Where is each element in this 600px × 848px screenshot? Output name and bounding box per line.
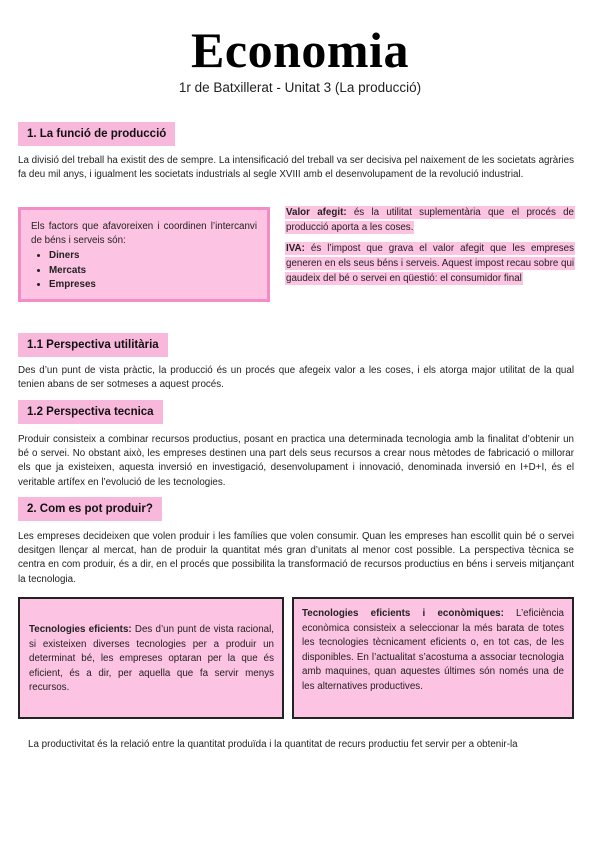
document-title: Economia [191, 22, 409, 78]
paragraph-perspectiva-utilitaria: Des d’un punt de vista pràctic, la producció és un procés que afegeix valor a les coses, i els atorga major utilitat de la qual tenien abans de ser sotmeses a aquest procés. [18, 365, 574, 391]
valor-afegit-note [285, 205, 575, 235]
factors-box [18, 207, 270, 302]
paragraph-productivitat: La productivitat és la relació entre la quantitat produïda i la quantitat de recurs productiu fet servir per a obtenir-la [28, 739, 518, 750]
tecnologies-eficients-label: Tecnologies eficients: [29, 624, 132, 635]
iva-note [285, 241, 575, 286]
tecnologies-eficients-box [18, 597, 284, 719]
iva-label: IVA: [286, 243, 305, 254]
tecnologies-economiques-text: L’eficiència econòmica consisteix a seleccionar la més barata de totes les tecnologies tècnicament eficients o, en tot cas, de les disponibles. En l’actualitat s’acostuma a associar tecnologia amb maquines, quan aquestes últimes són només una de les alternatives productives. [302, 608, 564, 692]
tecnologies-economiques-box [292, 597, 574, 719]
paragraph-com-produir: Les empreses decideixen que volen produir i les famílies que volen consumir. Quan les empreses han escollit quin bé o servei desitgen llençar al mercat, han de produir la quantitat més gran d’unitats al menor cost possible. La perspectiva tècnica se centra en com produir, és a dir, en el procés que possibilita la transformació de recursos productius en béns i serveis mitjançant la tecnologia. [18, 531, 574, 585]
tecnologies-eficients-text: Des d’un punt de vista racional, si existeixen diverses tecnologies per a produir un determinat bé, les empreses optaran per la que és eficient, és a dir, per aquella que fa servir menys recursos. [29, 624, 274, 693]
factor-item: • Empreses [49, 278, 257, 293]
tecnologies-economiques-label: Tecnologies eficients i econòmiques: [302, 608, 504, 619]
factors-intro: Els factors que afavoreixen i coordinen l’intercanvi de béns i serveis són: [31, 221, 257, 246]
paragraph-divisio-treball: La divisió del treball ha existit des de sempre. La intensificació del treball va ser decisiva pel naixement de les societats agràries fa deu mil anys, i igualment les societats industrials al segle XVIII amb el desenvolupament de la revolució industrial. [18, 155, 574, 181]
section-heading-perspectiva-utilitaria: 1.1 Perspectiva utilitària [18, 333, 168, 357]
factor-item: • Diners [49, 249, 257, 264]
factor-item: • Mercats [49, 264, 257, 279]
valor-afegit-label: Valor afegit: [286, 207, 347, 218]
iva-text: és l’impost que grava el valor afegit que les empreses generen en els seus béns i serveis. Aquest impost recau sobre qui gaudeix del bé o servei en qüestió: el consumidor final [286, 243, 575, 284]
section-heading-com-produir: 2. Com es pot produir? [18, 497, 162, 521]
paragraph-perspectiva-tecnica: Produir consisteix a combinar recursos productius, posant en practica una determinada tecnologia amb la finalitat d’obtenir un bé o servei. No obstant això, les empreses destinen una part dels seus recursos a crear nous mètodes de fabricació o millorar els que ja existeixen, aquesta inversió en investigació, desenvolupament i innovació, denominada inversió en I+D+I, és el veritable artífex en l’evolució de les tecnologies. [18, 434, 574, 488]
section-heading-perspectiva-tecnica: 1.2 Perspectiva tecnica [18, 400, 163, 424]
section-heading-funcio-produccio: 1. La funció de producció [18, 122, 175, 146]
document-subtitle: 1r de Batxillerat - Unitat 3 (La producció) [178, 80, 422, 95]
valor-afegit-text: és la utilitat suplementària que el procés de producció aporta a les coses. [286, 207, 574, 233]
factors-list [31, 249, 257, 293]
